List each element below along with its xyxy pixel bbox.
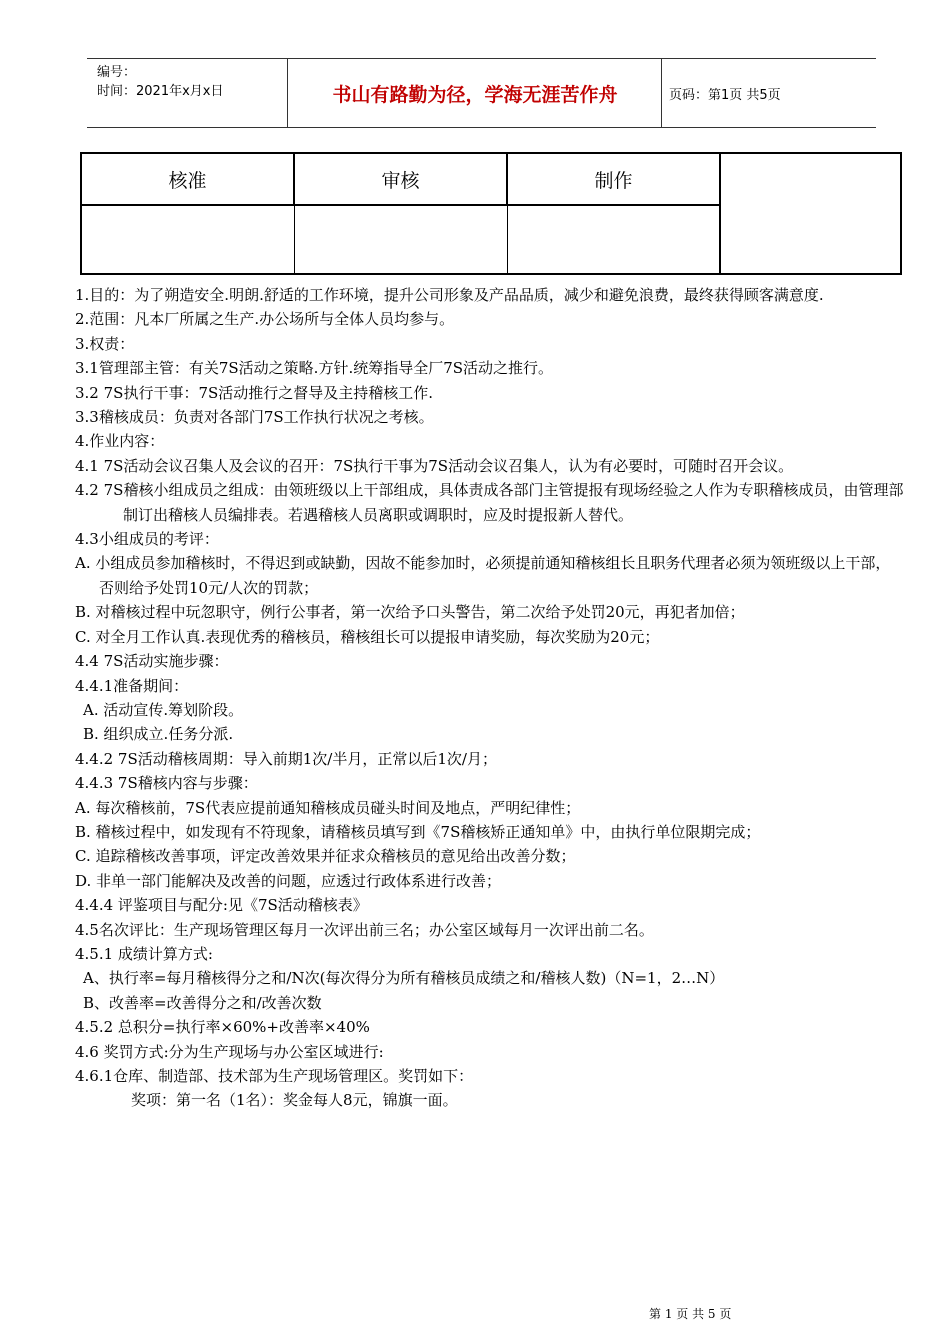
list-item: D. 非单一部门能解决及改善的问题，应透过行政体系进行改善； bbox=[75, 871, 502, 890]
section-purpose: 1.目的：为了朔造安全.明朗.舒适的工作环境，提升公司形象及产品品质，减少和避免浪费，最终获得顾客满意度. bbox=[75, 286, 824, 304]
formula: B、改善率=改善得分之和/改善次数 bbox=[83, 993, 322, 1012]
list-item: B. 组织成立.任务分派. bbox=[83, 725, 234, 744]
paragraph: 4.4.1准备期间： bbox=[75, 676, 189, 695]
signoff-approve-cell bbox=[82, 206, 295, 273]
list-item: A. 小组成员参加稽核时，不得迟到或缺勤，因故不能参加时，必须提前通知稽核组长且职务代理者必须为领班级以上干部，否则给予处罚10元/人次的罚款； bbox=[75, 554, 891, 597]
section-scope: 2.范围：凡本厂所属之生产.办公场所与全体人员均参与。 bbox=[75, 310, 455, 329]
paragraph: 4.6.1仓库、制造部、技术部为生产现场管理区。奖罚如下： bbox=[75, 1067, 474, 1085]
signoff-prepare-header: 制作 bbox=[508, 154, 721, 206]
header-motto: 书山有路勤为径，学海无涯苦作舟 bbox=[332, 83, 618, 106]
paragraph: 4.4.3 7S稽核内容与步骤： bbox=[75, 774, 258, 793]
page-header bbox=[87, 58, 876, 128]
paragraph: 3.2 7S执行干事：7S活动推行之督导及主持稽核工作. bbox=[75, 383, 434, 402]
list-item: A. 活动宣传.筹划阶段。 bbox=[83, 700, 244, 719]
signoff-prepare-cell bbox=[508, 206, 721, 273]
formula: A、执行率=每月稽核得分之和/N次(每次得分为所有稽核员成绩之和/稽核人数)（N=1，2…N） bbox=[83, 969, 725, 988]
paragraph: 奖项：第一名（1名）：奖金每人8元，锦旗一面。 bbox=[131, 1091, 458, 1110]
list-item: B. 稽核过程中，如发现有不符现象，请稽核员填写到《7S稽核矫正通知单》中，由执行单位限期完成； bbox=[75, 822, 761, 841]
header-divider bbox=[287, 59, 288, 127]
paragraph: 4.6 奖罚方式:分为生产现场与办公室区域进行: bbox=[75, 1042, 384, 1061]
document-body bbox=[75, 283, 905, 1113]
paragraph: 4.1 7S活动会议召集人及会议的召开：7S执行干事为7S活动会议召集人，认为有必要时，可随时召开会议。 bbox=[75, 456, 794, 475]
section-responsibilities: 3.权责： bbox=[75, 334, 135, 353]
paragraph: 3.1管理部主管：有关7S活动之策略.方针.统筹指导全厂7S活动之推行。 bbox=[75, 359, 554, 378]
page-footer: 第 1 页 共 5 页 bbox=[649, 1307, 732, 1321]
paragraph: 4.5.1 成绩计算方式: bbox=[75, 944, 213, 963]
paragraph: 4.3小组成员的考评： bbox=[75, 530, 219, 549]
paragraph: 4.5名次评比：生产现场管理区每月一次评出前三名；办公室区域每月一次评出前二名。 bbox=[75, 920, 654, 939]
header-page-number: 页码：第1页 共5页 bbox=[669, 87, 781, 103]
signoff-review-cell bbox=[295, 206, 508, 273]
formula: 4.5.2 总积分=执行率×60%+改善率×40% bbox=[75, 1018, 370, 1037]
document-number-label: 编号： bbox=[97, 65, 137, 80]
paragraph: 4.4.4 评鉴项目与配分:见《7S活动稽核表》 bbox=[75, 896, 368, 915]
signoff-review-header: 审核 bbox=[295, 154, 508, 206]
header-divider bbox=[661, 59, 662, 127]
paragraph: 4.2 7S稽核小组成员之组成：由领班级以上干部组成，具体责成各部门主管提报有现场经验之人作为专职稽核成员，由管理部制订出稽核人员编排表。若遇稽核人员离职或调职时，应及时提报新人替代。 bbox=[75, 481, 904, 524]
paragraph: 4.4.2 7S活动稽核周期：导入前期1次/半月，正常以后1次/月； bbox=[75, 749, 497, 768]
header-meta bbox=[97, 63, 223, 101]
list-item: C. 对全月工作认真.表现优秀的稽核员，稽核组长可以提报申请奖励，每次奖励为20元； bbox=[75, 627, 660, 646]
paragraph: 3.3稽核成员：负责对各部门7S工作执行状况之考核。 bbox=[75, 408, 434, 427]
list-item: A. 每次稽核前，7S代表应提前通知稽核成员碰头时间及地点，严明纪律性； bbox=[75, 798, 581, 817]
signoff-approve-header: 核准 bbox=[82, 154, 295, 206]
paragraph: 4.4 7S活动实施步骤： bbox=[75, 652, 229, 671]
signoff-table bbox=[80, 152, 902, 275]
list-item: B. 对稽核过程中玩忽职守，例行公事者，第一次给予口头警告，第二次给予处罚20元，再犯者加倍； bbox=[75, 603, 745, 622]
list-item: C. 追踪稽核改善事项，评定改善效果并征求众稽核员的意见给出改善分数； bbox=[75, 847, 576, 866]
section-operations: 4.作业内容： bbox=[75, 432, 165, 451]
document-date: 时间：2021年x月x日 bbox=[97, 84, 224, 99]
